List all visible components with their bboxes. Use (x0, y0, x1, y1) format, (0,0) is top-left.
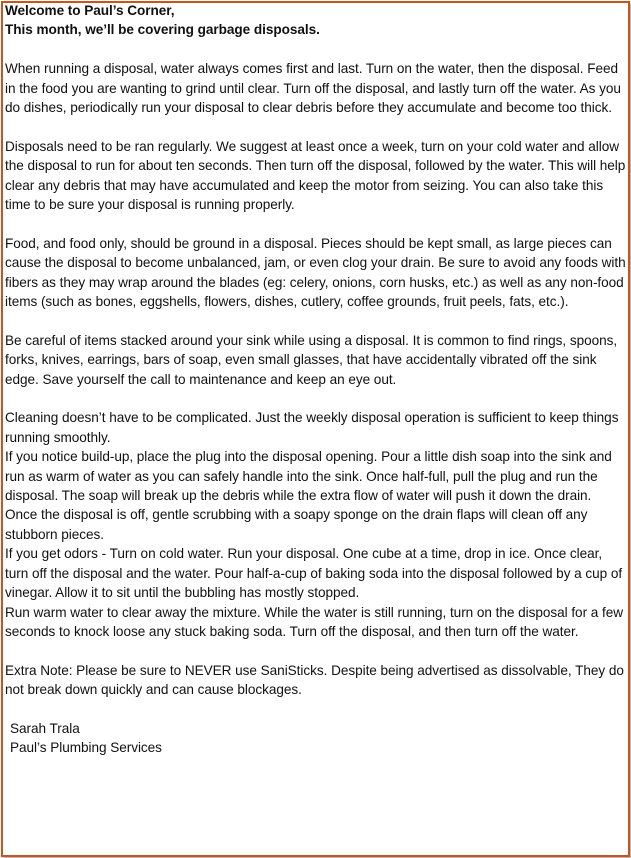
paragraph-food-only: Food, and food only, should be ground in a disposal. Pieces should be kept small, as large pieces can cause the disposal to become unbalanced, jam, or even clog your drain. Be sure to avoid any foods with fibers as they may wrap around the blades (eg: celery, onions, corn husks, etc.) as well as any non-food items (such as bones, eggshells, flowers, dishes, cutlery, coffee grounds, fruit peels, fats, etc.). (5, 235, 626, 310)
spacer (5, 40, 627, 59)
spacer (5, 389, 627, 408)
spacer (5, 117, 627, 136)
paragraph-extra-note: Extra Note: Please be sure to NEVER use SaniSticks. Despite being advertised as dissolvable, They do not break down quickly and can cause blockages. (5, 662, 624, 698)
header-topic: This month, we’ll be covering garbage disposals. (5, 22, 320, 38)
paragraph-build-up: If you notice build-up, place the plug into the disposal opening. Pour a little dish soap into the sink and run as warm of water as you can safely handle into the sink. Once half-full, pull the plug and run the disposal. The soap will break up the debris while the extra flow of water will push it down the drain. (5, 449, 612, 504)
paragraph-odors: If you get odors - Turn on cold water. Run your disposal. One cube at a time, drop in ice. Once clear, turn off the disposal and the water. Pour half-a-cup of baking soda into the disposal followed by a cup of vinegar. Allow it to sit until the bubbling has mostly stopped. (5, 546, 623, 601)
paragraph-scrubbing: Once the disposal is off, gentle scrubbing with a soapy sponge on the drain flaps will clean off any stubborn pieces. (5, 507, 588, 542)
paragraph-water-order: When running a disposal, water always comes first and last. Turn on the water, then the disposal. Feed in the food you are wanting to grind until clear. Turn off the disposal, and lastly turn off the water. As you do dishes, periodically run your disposal to clear debris before they accumulate and become too thick. (5, 61, 621, 116)
paragraph-sink-items: Be careful of items stacked around your sink while using a disposal. It is common to find rings, spoons, forks, knives, earrings, bars of soap, even small glasses, that have accidentally vibrated off the sink edge. Save yourself the call to maintenance and keep an eye out. (5, 332, 618, 387)
header-greeting: Welcome to Paul’s Corner, (5, 3, 175, 18)
signature-name: Sarah Trala (10, 720, 80, 736)
paragraph-cleaning-intro: Cleaning doesn’t have to be complicated. Just the weekly disposal operation is sufficient to keep things running smoothly. (5, 410, 619, 445)
spacer (5, 214, 627, 233)
spacer (5, 641, 627, 660)
paragraph-regular-use: Disposals need to be ran regularly. We suggest at least once a week, turn on your cold water and allow the disposal to run for about ten seconds. Then turn off the disposal, followed by the water. This will help clear any debris that may have accumulated and keep the motor from seizing. You can also take this time to be sure your disposal is running properly. (5, 138, 626, 213)
signature-company: Paul’s Plumbing Services (10, 740, 162, 756)
spacer (5, 311, 627, 330)
paragraph-rinse: Run warm water to clear away the mixture. While the water is still running, turn on the disposal for a few seconds to knock loose any stuck baking soda. Turn off the disposal, and then turn off the water. (5, 604, 624, 639)
spacer (5, 700, 627, 719)
newsletter-body (5, 1, 627, 758)
